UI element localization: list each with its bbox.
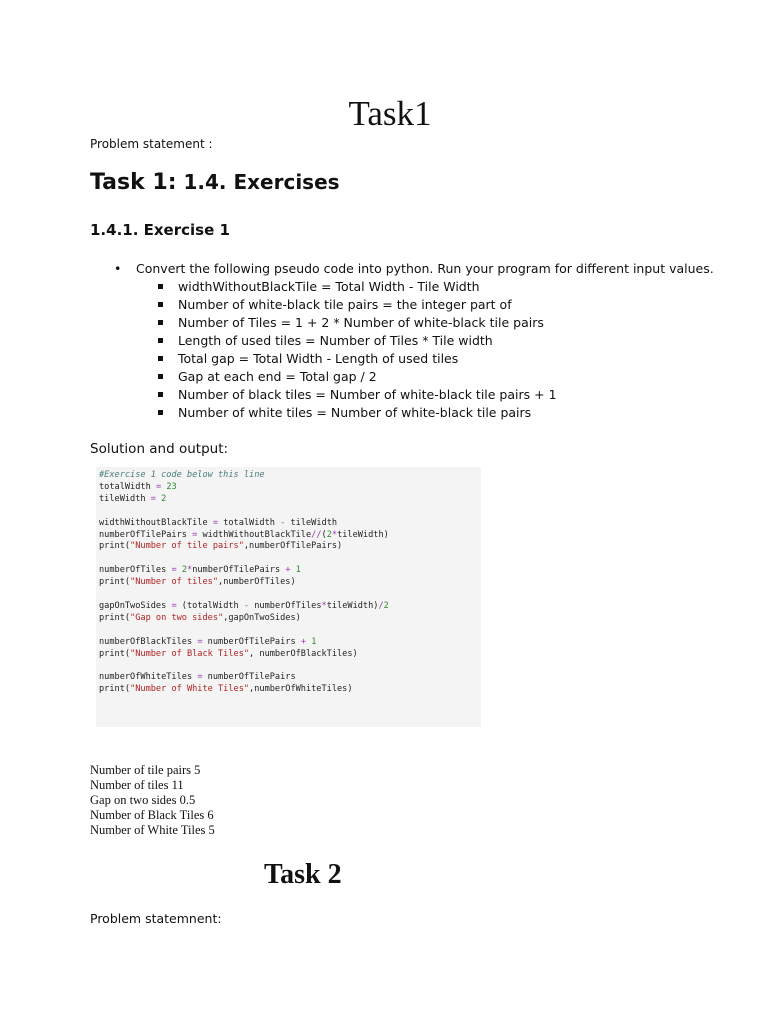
list-item: widthWithoutBlackTile = Total Width - Tile Width (158, 278, 557, 296)
list-item: Number of black tiles = Number of white-black tile pairs + 1 (158, 386, 557, 404)
square-bullet-icon (158, 392, 163, 397)
list-item: Number of white-black tile pairs = the integer part of (158, 296, 557, 314)
program-output (90, 763, 215, 838)
task2-title: Task 2 (264, 859, 342, 890)
code-text: #Exercise 1 code below this line totalWidth = 23 tileWidth = 2 widthWithoutBlackTile = totalWidth - tileWidth numberOfTilePairs = widthWithoutBlackTile//(2*tileWidth) print("Number of tile pairs",numberOfTilePairs) numberOfTiles = 2*numberOfTilePairs + 1 print("Number of tiles",numberOfTiles) gapOnTwoSides = (totalWidth - numberOfTiles*tileWidth)/2 print("Gap on two sides",gapOnTwoSides) numberOfBlackTiles = numberOfTilePairs + 1 print("Number of Black Tiles", numberOfBlackTiles) numberOfWhiteTiles = numberOfTilePairs print("Number of White Tiles",numberOfWhiteTiles) (99, 470, 389, 695)
output-line: Number of tiles 11 (90, 778, 184, 792)
task2-problem-label: Problem statemnent: (90, 911, 222, 926)
intro-item (114, 260, 714, 278)
intro-text: Convert the following pseudo code into python. Run your program for different input values. (136, 261, 714, 276)
output-line: Number of Black Tiles 6 (90, 808, 214, 822)
list-item: Number of Tiles = 1 + 2 * Number of white-black tile pairs (158, 314, 557, 332)
problem-statement-label: Problem statement : (90, 137, 213, 151)
list-item: Number of white tiles = Number of white-black tile pairs (158, 404, 557, 422)
exercise-heading-rest: 1.4. Exercises (176, 170, 340, 194)
output-line: Number of White Tiles 5 (90, 823, 215, 837)
square-bullet-icon (158, 284, 163, 289)
exercise-heading-task: Task 1: (90, 170, 177, 195)
exercise-heading (90, 167, 340, 198)
list-item: Gap at each end = Total gap / 2 (158, 368, 557, 386)
list-item: Length of used tiles = Number of Tiles * Tile width (158, 332, 557, 350)
square-bullet-icon (158, 410, 163, 415)
square-bullet-icon (158, 338, 163, 343)
square-bullet-icon (158, 302, 163, 307)
list-item: Total gap = Total Width - Length of used tiles (158, 350, 557, 368)
output-line: Number of tile pairs 5 (90, 763, 201, 777)
bullet-icon: • (114, 261, 122, 276)
output-line: Gap on two sides 0.5 (90, 793, 196, 807)
solution-label: Solution and output: (90, 441, 229, 457)
task1-title: Task1 (348, 94, 432, 133)
pseudo-code-list (158, 278, 557, 422)
square-bullet-icon (158, 320, 163, 325)
code-cell[interactable] (96, 467, 481, 727)
exercise-subheading: 1.4.1. Exercise 1 (90, 221, 230, 239)
square-bullet-icon (158, 374, 163, 379)
square-bullet-icon (158, 356, 163, 361)
